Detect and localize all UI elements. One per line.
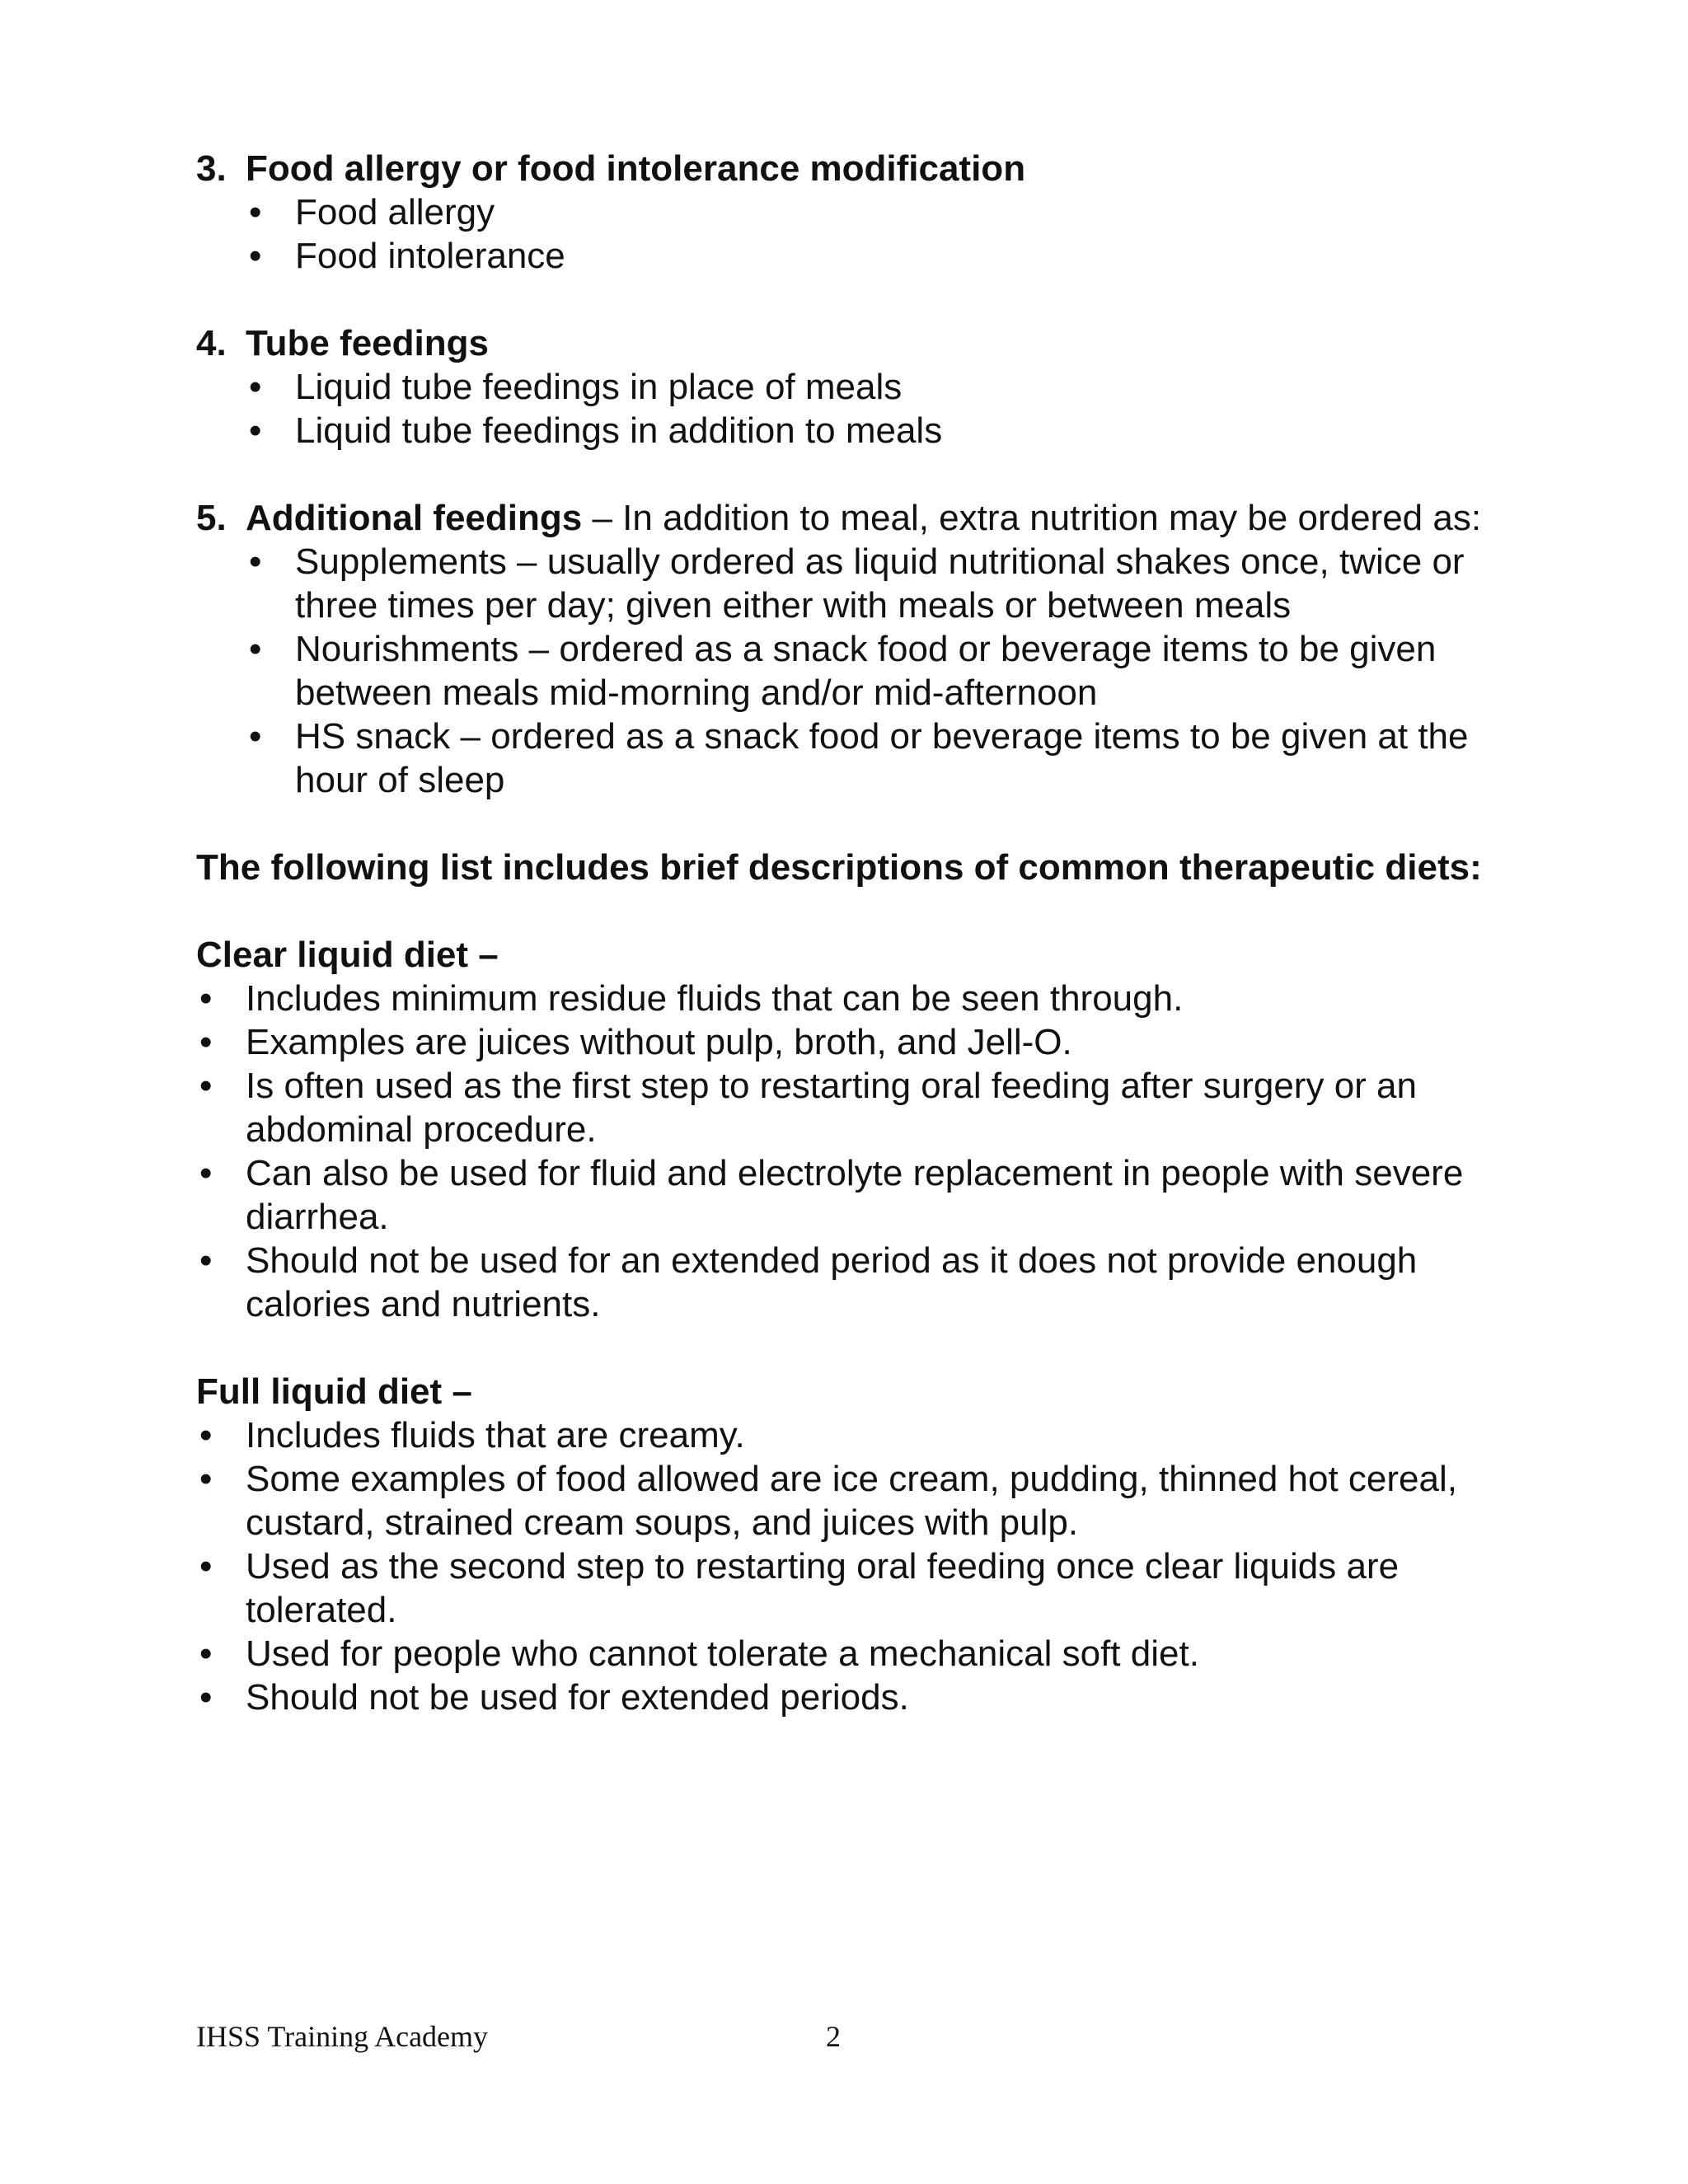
list-item (196, 1020, 1515, 1064)
section-list (246, 365, 1515, 452)
page-number: 2 (826, 2020, 841, 2053)
section-clear-liquid-diet (196, 933, 1515, 1326)
section-number: 3. (196, 148, 227, 189)
section-title: Food allergy or food intolerance modification (246, 148, 1026, 189)
bullet-icon: • (249, 367, 262, 407)
list-item (196, 1413, 1515, 1457)
list-item-text: Is often used as the first step to restarting oral feeding after surgery or an abdominal procedure. (246, 1066, 1417, 1150)
list-item (246, 190, 1515, 234)
footer-org: IHSS Training Academy (196, 2020, 489, 2053)
list-item (196, 1544, 1515, 1632)
section-heading (196, 496, 1515, 540)
diet-list (196, 1413, 1515, 1719)
bullet-icon: • (199, 978, 213, 1019)
bullet-icon: • (249, 192, 262, 232)
section-title: Tube feedings (246, 323, 489, 363)
bullet-icon: • (199, 1677, 213, 1718)
list-item-text: Nourishments – ordered as a snack food or beverage items to be given between meals mid-morning and/or mid-afternoon (295, 629, 1437, 713)
list-item (196, 977, 1515, 1020)
bullet-icon: • (249, 629, 262, 669)
list-item-text: Should not be used for extended periods. (246, 1677, 909, 1718)
list-item (246, 234, 1515, 278)
section-intro: – In addition to meal, extra nutrition may be ordered as: (582, 498, 1482, 538)
section-full-liquid-diet (196, 1370, 1515, 1719)
bullet-icon: • (199, 1066, 213, 1106)
bullet-icon: • (199, 1240, 213, 1281)
bullet-icon: • (199, 1633, 213, 1674)
section-list (246, 190, 1515, 278)
list-item-text: Supplements – usually ordered as liquid nutritional shakes once, twice or three times per day; given either with meals or between meals (295, 541, 1465, 626)
bullet-icon: • (249, 716, 262, 757)
list-item (246, 715, 1515, 802)
list-item-text: HS snack – ordered as a snack food or beverage items to be given at the hour of sleep (295, 716, 1469, 800)
bullet-icon: • (249, 410, 262, 451)
list-item (196, 1151, 1515, 1239)
list-item-text: Liquid tube feedings in place of meals (295, 367, 903, 407)
list-item-text: Includes fluids that are creamy. (246, 1415, 745, 1455)
section-number: 5. (196, 498, 227, 538)
section-food-allergy (196, 147, 1515, 278)
section-list (246, 540, 1515, 802)
list-item-text: Includes minimum residue fluids that can be seen through. (246, 978, 1184, 1019)
list-item (246, 627, 1515, 715)
list-item (196, 1457, 1515, 1544)
section-title: Additional feedings (246, 498, 583, 538)
section-heading-text (246, 496, 1515, 540)
section-heading (196, 321, 1515, 365)
page-content (196, 147, 1515, 1763)
list-item-text: Liquid tube feedings in addition to meals (295, 410, 943, 451)
diet-heading: Clear liquid diet – (196, 935, 499, 975)
bullet-icon: • (199, 1415, 213, 1455)
bullet-icon: • (199, 1546, 213, 1586)
list-item (246, 540, 1515, 627)
diet-list-intro: The following list includes brief descriptions of common therapeutic diets: (196, 847, 1482, 888)
list-item (196, 1239, 1515, 1326)
list-item (246, 365, 1515, 409)
section-number: 4. (196, 323, 227, 363)
bullet-icon: • (199, 1459, 213, 1499)
list-item-text: Used for people who cannot tolerate a mechanical soft diet. (246, 1633, 1199, 1674)
bullet-icon: • (249, 236, 262, 276)
list-item (196, 1675, 1515, 1719)
section-additional-feedings (196, 496, 1515, 802)
list-item (246, 409, 1515, 452)
diet-list (196, 977, 1515, 1326)
list-item-text: Examples are juices without pulp, broth, and Jell-O. (246, 1022, 1072, 1062)
bullet-icon: • (199, 1153, 213, 1193)
list-item (196, 1064, 1515, 1151)
list-item-text: Used as the second step to restarting oral feeding once clear liquids are tolerated. (246, 1546, 1400, 1630)
list-item-text: Can also be used for fluid and electrolyte replacement in people with severe diarrhea. (246, 1153, 1464, 1237)
list-item-text: Some examples of food allowed are ice cream, pudding, thinned hot cereal, custard, strained cream soups, and juices with pulp. (246, 1459, 1457, 1543)
list-item-text: Food allergy (295, 192, 495, 232)
list-item (196, 1632, 1515, 1675)
list-item-text: Should not be used for an extended period as it does not provide enough calories and nutrients. (246, 1240, 1418, 1324)
list-item-text: Food intolerance (295, 236, 565, 276)
bullet-icon: • (249, 541, 262, 582)
diet-heading: Full liquid diet – (196, 1371, 472, 1412)
bullet-icon: • (199, 1022, 213, 1062)
section-heading (196, 147, 1515, 190)
section-tube-feedings (196, 321, 1515, 452)
